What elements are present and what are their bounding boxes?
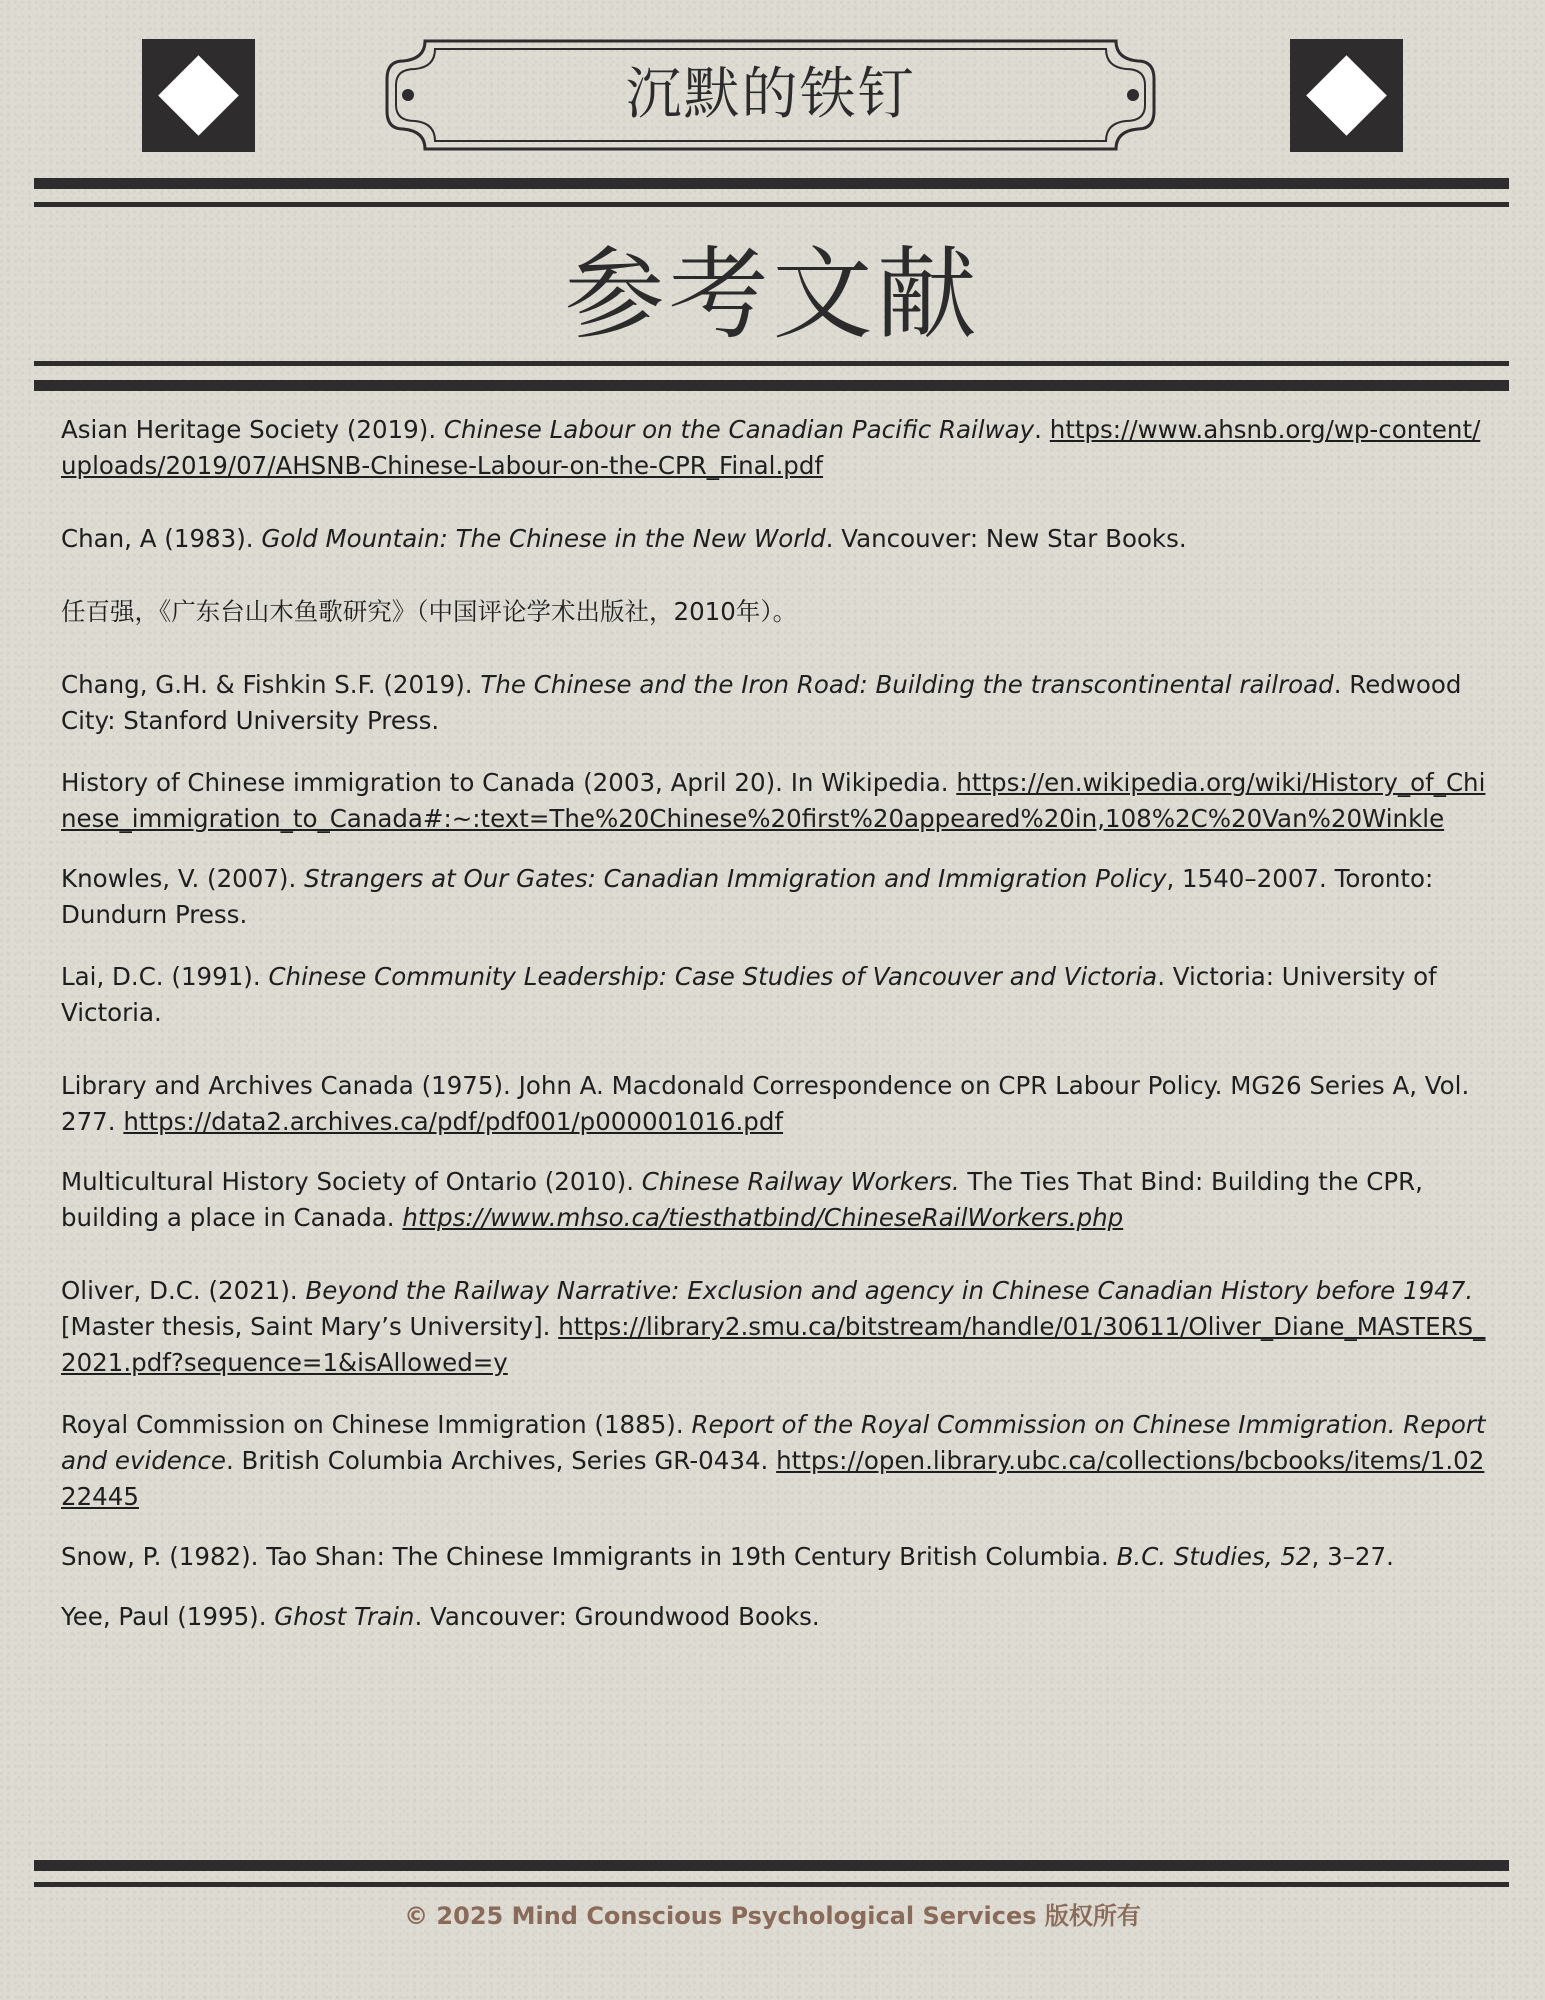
- reference-link[interactable]: https://www.mhso.ca/tiesthatbind/ChineseRailWorkers.php: [402, 1203, 1124, 1232]
- reference-link[interactable]: https://en.wikipedia.org/wiki/History_of_Chinese_immigration_to_Canada#:~:text=The%20Chinese%20first%20appeared%20in,108%2C%20Van%20Winkle: [61, 768, 1486, 833]
- divider-title-thin: [34, 361, 1509, 366]
- book-title: 沉默的铁钉: [625, 62, 916, 127]
- reference-item: [61, 594, 1486, 630]
- reference-text: .: [1034, 415, 1050, 444]
- reference-title: Report of the Royal Commission on Chinese Immigration. Report and evidence: [61, 1410, 1486, 1475]
- reference-text: . Vancouver: Groundwood Books.: [414, 1602, 820, 1631]
- reference-item: [61, 1164, 1486, 1236]
- title-plaque: [385, 39, 1156, 151]
- reference-text: . British Columbia Archives, Series GR-0434.: [225, 1446, 777, 1475]
- reference-item: [61, 959, 1486, 1031]
- reference-text: Library and Archives Canada (1975). John A. Macdonald Correspondence on CPR Labour Policy. MG26 Series A, Vol. 277.: [61, 1071, 1470, 1136]
- reference-text: 任百强，《广东台山木鱼歌研究》（中国评论学术出版社，2010年）。: [61, 597, 798, 626]
- reference-text: Yee, Paul (1995).: [61, 1602, 275, 1631]
- diamond-ornament-left-icon: [142, 39, 255, 152]
- reference-text: . Victoria: University of Victoria.: [61, 962, 1437, 1027]
- reference-text: , 1540–2007. Toronto: Dundurn Press.: [61, 864, 1434, 929]
- reference-text: Royal Commission on Chinese Immigration (1885).: [61, 1410, 692, 1439]
- reference-item: [61, 1407, 1486, 1515]
- reference-text: Lai, D.C. (1991).: [61, 962, 269, 991]
- reference-text: Multicultural History Society of Ontario (2010).: [61, 1167, 642, 1196]
- reference-link[interactable]: https://library2.smu.ca/bitstream/handle/01/30611/Oliver_Diane_MASTERS_2021.pdf?sequence=1&isAllowed=y: [61, 1312, 1486, 1377]
- page-title: 参考文献: [564, 236, 981, 353]
- reference-link[interactable]: https://data2.archives.ca/pdf/pdf001/p000001016.pdf: [123, 1107, 784, 1136]
- reference-title: B.C. Studies, 52: [1116, 1542, 1312, 1571]
- reference-title: The Chinese and the Iron Road: Building the transcontinental railroad: [480, 670, 1334, 699]
- reference-title: Chinese Community Leadership: Case Studies of Vancouver and Victoria: [268, 962, 1158, 991]
- reference-text: Chan, A (1983).: [61, 524, 262, 553]
- diamond-ornament-right-icon: [1290, 39, 1403, 152]
- reference-item: [61, 861, 1486, 933]
- reference-list: [61, 412, 1486, 1635]
- reference-title: Ghost Train: [274, 1602, 415, 1631]
- divider-title-thick: [34, 380, 1509, 391]
- reference-item: [61, 412, 1486, 484]
- reference-text: . Redwood City: Stanford University Press.: [61, 670, 1462, 735]
- reference-text: [Master thesis, Saint Mary’s University].: [61, 1312, 559, 1341]
- reference-item: [61, 765, 1486, 837]
- reference-title: Chinese Labour on the Canadian Pacific Railway: [443, 415, 1035, 444]
- divider-top-thin: [34, 202, 1509, 207]
- copyright-footer: © 2025 Mind Conscious Psychological Services 版权所有: [404, 1902, 1141, 1930]
- reference-text: Chang, G.H. & Fishkin S.F. (2019).: [61, 670, 481, 699]
- reference-title: Gold Mountain: The Chinese in the New World: [261, 524, 826, 553]
- divider-bottom-thin: [34, 1882, 1509, 1887]
- reference-text: . Vancouver: New Star Books.: [825, 524, 1187, 553]
- reference-item: [61, 1068, 1486, 1140]
- reference-item: [61, 1539, 1486, 1575]
- reference-item: [61, 1273, 1486, 1381]
- reference-link[interactable]: https://open.library.ubc.ca/collections/bcbooks/items/1.0222445: [61, 1446, 1485, 1511]
- reference-text: The Ties That Bind: Building the CPR, building a place in Canada.: [61, 1167, 1423, 1232]
- reference-title: Chinese Railway Workers.: [641, 1167, 960, 1196]
- reference-text: History of Chinese immigration to Canada (2003, April 20). In Wikipedia.: [61, 768, 957, 797]
- reference-title: Beyond the Railway Narrative: Exclusion and agency in Chinese Canadian History before 1947.: [305, 1276, 1474, 1305]
- reference-title: Strangers at Our Gates: Canadian Immigration and Immigration Policy: [304, 864, 1167, 893]
- reference-link[interactable]: https://www.ahsnb.org/wp-content/uploads/2019/07/AHSNB-Chinese-Labour-on-the-CPR_Final.pdf: [61, 415, 1481, 480]
- reference-text: , 3–27.: [1311, 1542, 1394, 1571]
- reference-item: [61, 667, 1486, 739]
- reference-item: [61, 521, 1486, 557]
- reference-text: Asian Heritage Society (2019).: [61, 415, 444, 444]
- reference-text: Oliver, D.C. (2021).: [61, 1276, 306, 1305]
- reference-text: Knowles, V. (2007).: [61, 864, 305, 893]
- divider-top-thick: [34, 178, 1509, 189]
- reference-text: Snow, P. (1982). Tao Shan: The Chinese Immigrants in 19th Century British Columbia.: [61, 1542, 1117, 1571]
- reference-item: [61, 1599, 1486, 1635]
- divider-bottom-thick: [34, 1860, 1509, 1871]
